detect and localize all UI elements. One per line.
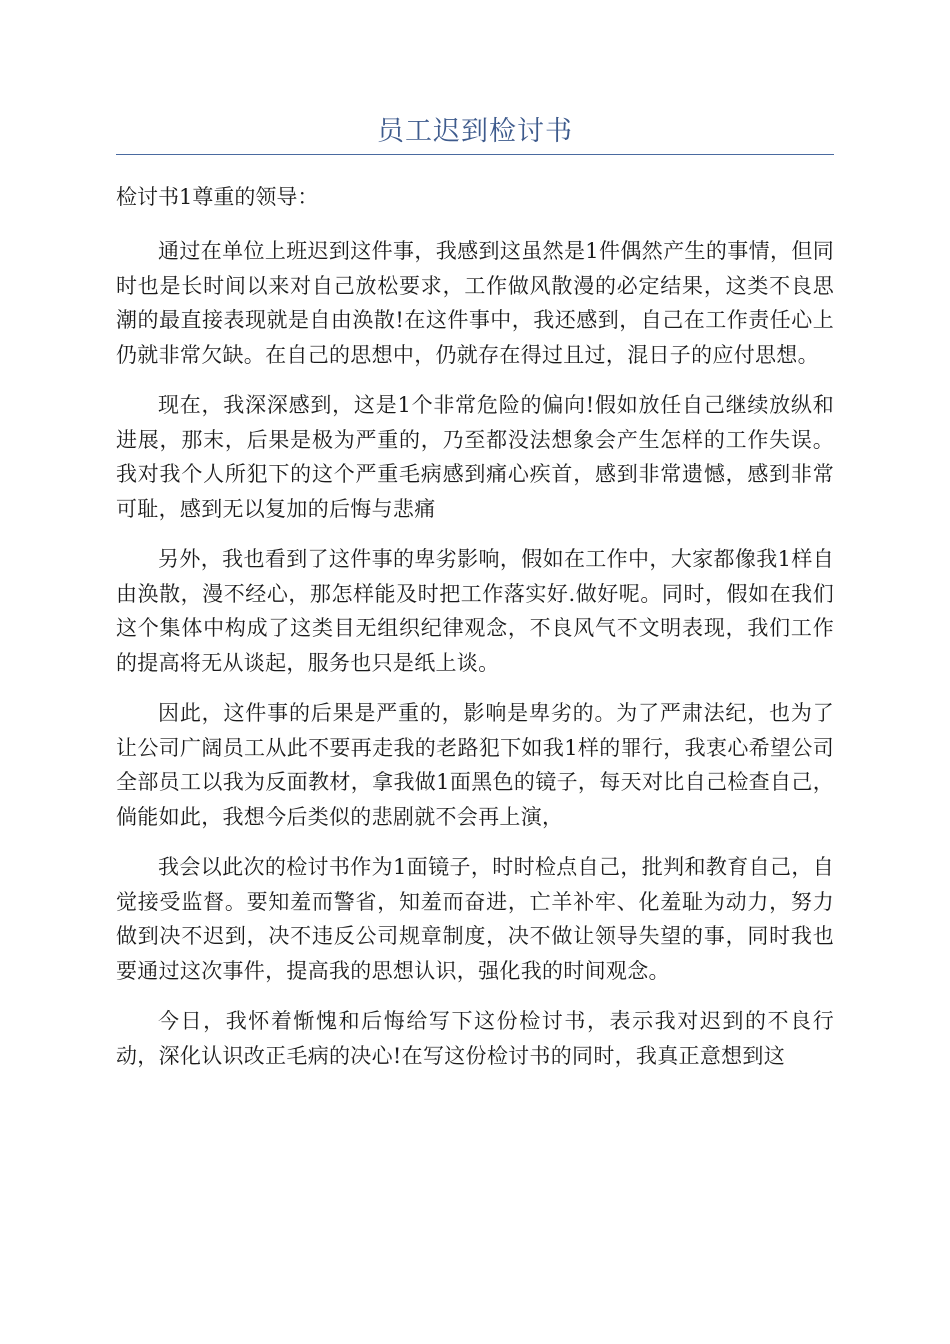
document-body [116,234,834,1089]
salutation-line: 检讨书1尊重的领导： [116,185,319,209]
body-paragraph: 今日，我怀着惭愧和后悔给写下这份检讨书，表示我对迟到的不良行动，深化认识改正毛病的决心!在写这份检讨书的同时，我真正意想到这 [116,1009,834,1068]
document-title: 员工迟到检讨书 [377,116,573,147]
body-paragraph: 因此，这件事的后果是严重的，影响是卑劣的。为了严肃法纪，也为了让公司广阔员工从此不要再走我的老路犯下如我1样的罪行，我衷心希望公司全部员工以我为反面教材，拿我做1面黑色的镜子，每天对比自己检查自己，倘能如此，我想今后类似的悲剧就不会再上演， [116,701,834,829]
body-paragraph: 我会以此次的检讨书作为1面镜子，时时检点自己，批判和教育自己，自觉接受监督。要知羞而警省，知羞而奋进，亡羊补牢、化羞耻为动力，努力做到决不迟到，决不违反公司规章制度，决不做让领导失望的事，同时我也要通过这次事件，提高我的思想认识，强化我的时间观念。 [116,855,834,983]
body-paragraph: 现在，我深深感到，这是1个非常危险的偏向!假如放任自己继续放纵和进展，那末，后果是极为严重的，乃至都没法想象会产生怎样的工作失误。我对我个人所犯下的这个严重毛病感到痛心疾首，感到非常遗憾，感到非常可耻，感到无以复加的后悔与悲痛 [116,393,834,521]
body-paragraph: 通过在单位上班迟到这件事，我感到这虽然是1件偶然产生的事情，但同时也是长时间以来对自己放松要求，工作做风散漫的必定结果，这类不良思潮的最直接表现就是自由涣散!在这件事中，我还感到，自己在工作责任心上仍就非常欠缺。在自己的思想中，仍就存在得过且过，混日子的应付思想。 [116,239,834,367]
body-paragraph: 另外，我也看到了这件事的卑劣影响，假如在工作中，大家都像我1样自由涣散，漫不经心，那怎样能及时把工作落实好.做好呢。同时，假如在我们这个集体中构成了这类目无组织纪律观念，不良风气不文明表现，我们工作的提高将无从谈起，服务也只是纸上谈。 [116,547,834,675]
title-underline [116,154,834,155]
